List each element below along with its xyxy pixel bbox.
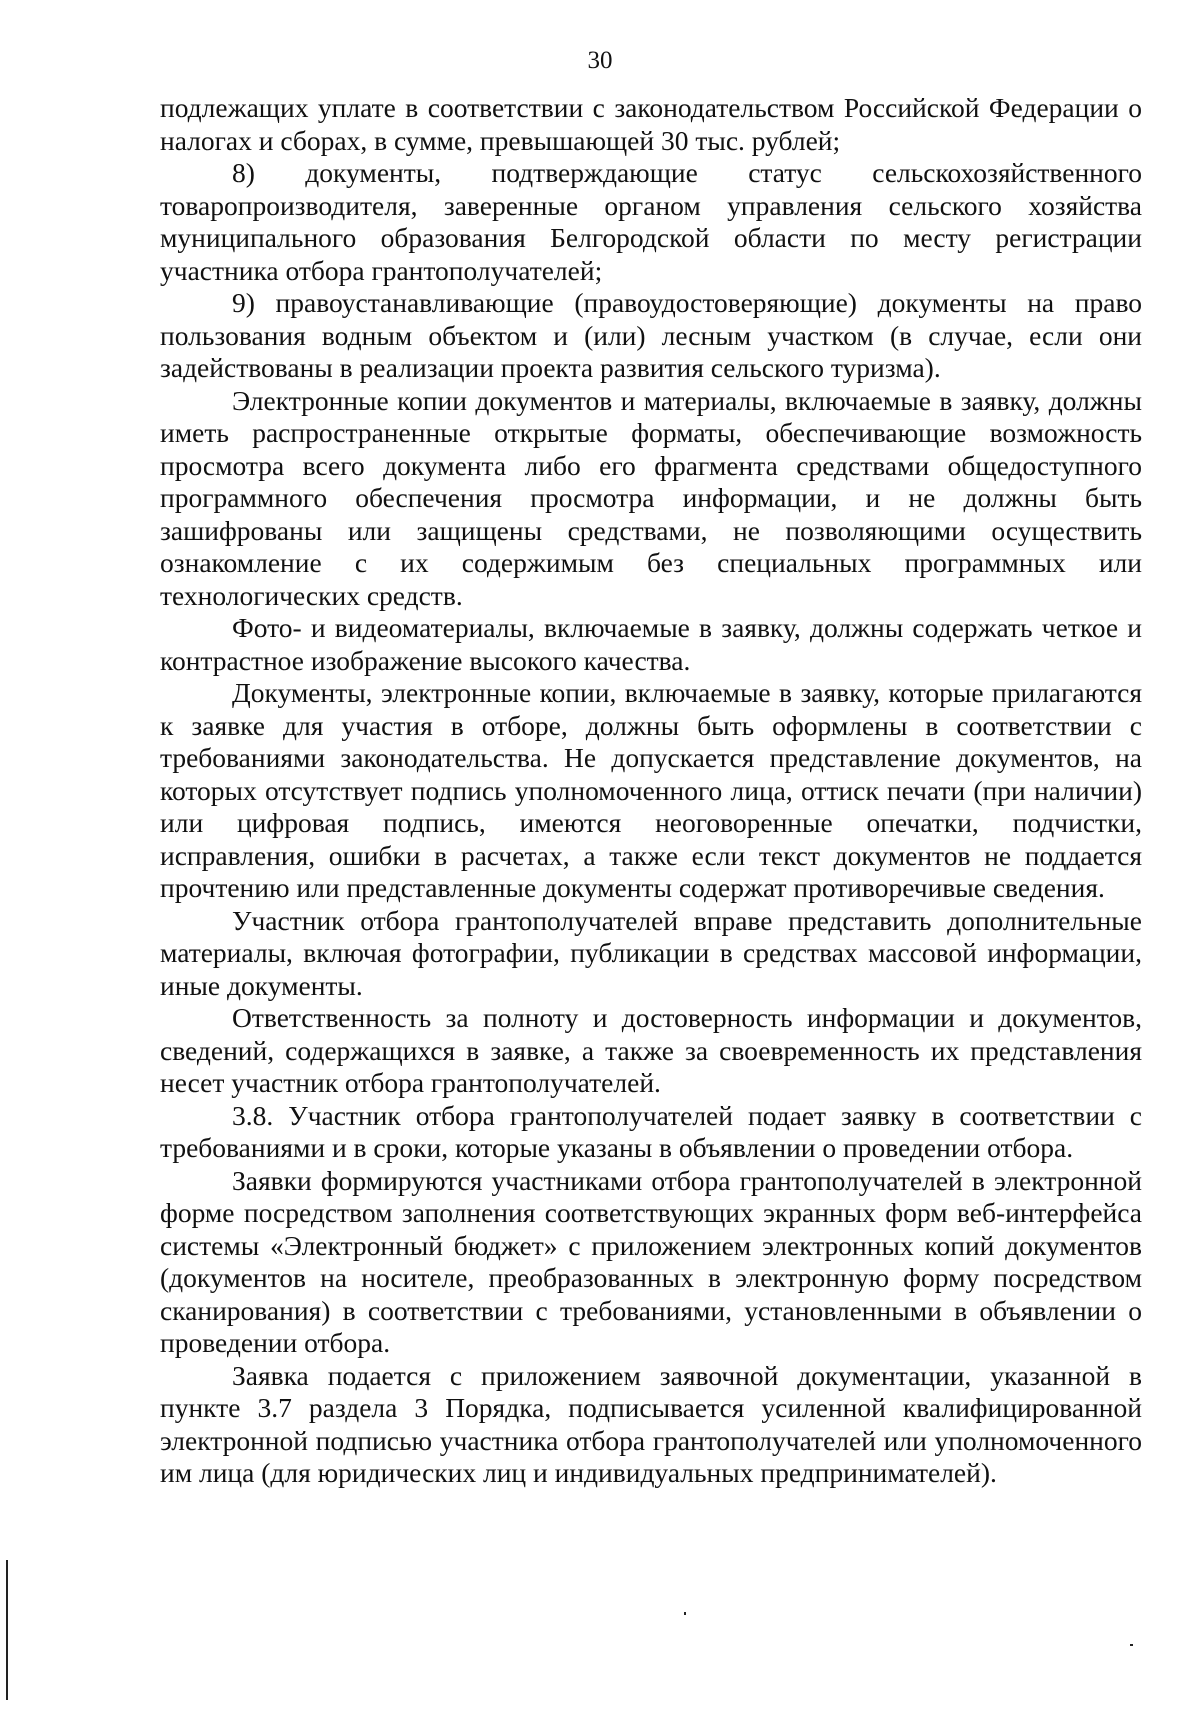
paragraph-additional-materials: Участник отбора грантополучателей вправе представить дополнительные материалы, включая фотографии, публикации в средствах массовой информации, иные документы. [160,904,1142,1001]
paragraph-section-3-8: 3.8. Участник отбора грантополучателей подает заявку в соответствии с требованиями и в сроки, которые указаны в объявлении о проведении отбора. [160,1099,1142,1163]
scan-edge-line [6,1560,8,1700]
paragraph-electronic-copies: Электронные копии документов и материалы, включаемые в заявку, должны иметь распространенные открытые форматы, обеспечивающие возможность просмотра всего документа либо его фрагмента средствами общедоступного программного обеспечения просмотра информации, и не должны быть зашифрованы или защищены средствами, не позволяющими осуществить ознакомление с их содержимым без специальных программных или технологических средств. [160,384,1142,611]
paragraph-applications-formation: Заявки формируются участниками отбора грантополучателей в электронной форме посредством заполнения соответствующих экранных форм веб-интерфейса системы «Электронный бюджет» с приложением электронных копий документов (документов на носителе, преобразованных в электронную форму посредством сканирования) в соответствии с требованиями, установленными в объявлении о проведении отбора. [160,1164,1142,1358]
scan-speck [684,1612,686,1615]
paragraph-application-signature: Заявка подается с приложением заявочной документации, указанной в пункте 3.7 раздела 3 Порядка, подписывается усиленной квалифицированной электронной подписью участника отбора грантополучателей или уполномоченного им лица (для юридических лиц и индивидуальных предпринимателей). [160,1359,1142,1488]
page-number: 30 [587,47,613,74]
paragraph-item-9: 9) правоустанавливающие (правоудостоверяющие) документы на право пользования водным объектом и (или) лесным участком (в случае, если они задействованы в реализации проекта развития сельского туризма). [160,287,1142,383]
paragraph-responsibility: Ответственность за полноту и достоверность информации и документов, сведений, содержащихся в заявке, а также за своевременность их представления несет участник отбора грантополучателей. [160,1002,1142,1098]
scan-speck [1130,1644,1133,1646]
paragraph-item-8: 8) документы, подтверждающие статус сельскохозяйственного товаропроизводителя, заверенные органом управления сельского хозяйства муниципального образования Белгородской области по месту регистрации участника отбора грантополучателей; [160,157,1142,286]
paragraph-documents-requirements: Документы, электронные копии, включаемые в заявку, которые прилагаются к заявке для участия в отборе, должны быть оформлены в соответствии с требованиями законодательства. Не допускается представление документов, на которых отсутствует подпись уполномоченного лица, оттиск печати (при наличии) или цифровая подпись, имеются неоговоренные опечатки, подчистки, исправления, ошибки в расчетах, а также если текст документов не поддается прочтению или представленные документы содержат противоречивые сведения. [160,677,1142,903]
paragraph-continuation: подлежащих уплате в соответствии с законодательством Российской Федерации о налогах и сборах, в сумме, превышающей 30 тыс. рублей; [160,92,1142,156]
paragraph-photo-video: Фото- и видеоматериалы, включаемые в заявку, должны содержать четкое и контрастное изображение высокого качества. [160,612,1142,676]
document-body [160,92,1142,1490]
